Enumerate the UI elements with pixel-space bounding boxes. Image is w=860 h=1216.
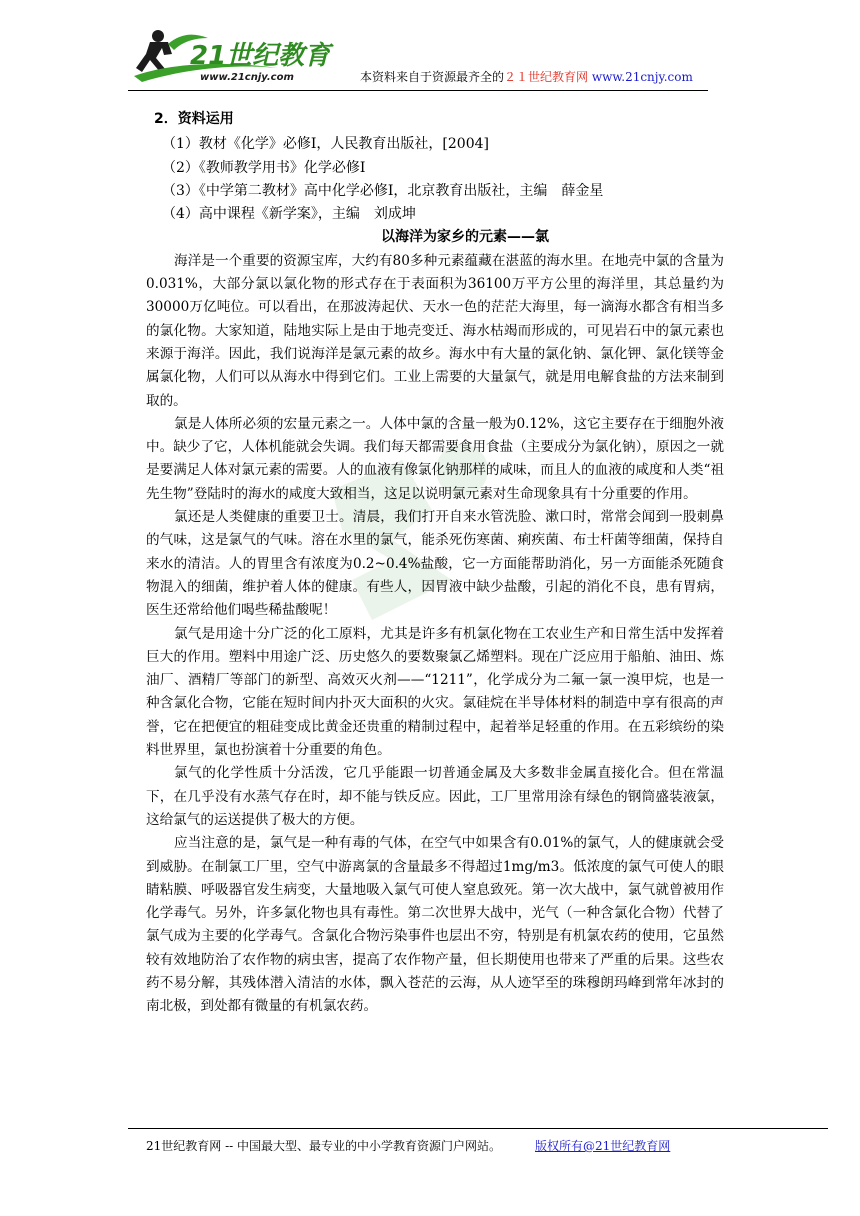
references-heading: 2．资料运用	[154, 111, 234, 127]
header-note-brand[interactable]: ２１世纪教育网	[504, 70, 589, 84]
reference-item: （4）高中课程《新学案》，主编 刘成坤	[162, 206, 416, 223]
header-divider	[128, 90, 708, 91]
reference-item: （2）《教师教学用书》化学必修Ⅰ	[162, 159, 366, 176]
site-logo[interactable]	[128, 24, 338, 86]
article-paragraph: 应当注意的是，氯气是一种有毒的气体，在空气中如果含有0.01%的氯气，人的健康就会受到威胁。在制氯工厂里，空气中游离氯的含量最多不得超过1mg/m3。低浓度的氯气可使人的眼睛粘膜、呼吸器官发生病变，大量地吸入氯气可使人窒息致死。第一次大战中，氯气就曾被用作化学毒气。另外，许多氯化物也具有毒性。第二次世界大战中，光气（一种含氯化合物）代替了氯气成为主要的化学毒气。含氯化合物污染事件也层出不穷，特别是有机氯农药的使用，它虽然较有效地防治了农作物的病虫害，提高了农作物产量，但长期使用也带来了严重的后果。这些农药不易分解，其残体潜入清洁的水体，飘入苍茫的云海，从人迹罕至的珠穆朗玛峰到常年冰封的南北极，到处都有微量的有机氯农药。	[146, 835, 724, 1015]
article-paragraph: 氯气是用途十分广泛的化工原料，尤其是许多有机氯化物在工农业生产和日常生活中发挥着巨大的作用。塑料中用途广泛、历史悠久的要数聚氯乙烯塑料。现在广泛应用于船舶、油田、炼油厂、酒精厂等部门的新型、高效灭火剂——“1211”，化学成分为二氟一氯一溴甲烷，也是一种含氯化合物，它能在短时间内扑灭大面积的火灾。氯硅烷在半导体材料的制造中享有很高的声誉，它在把便宜的粗硅变成比黄金还贵重的精制过程中，起着举足轻重的作用。在五彩缤纷的染料世界里，氯也扮演着十分重要的角色。	[146, 625, 724, 759]
article-paragraph: 氯气的化学性质十分活泼，它几乎能跟一切普通金属及大多数非金属直接化合。但在常温下，在几乎没有水蒸气存在时，却不能与铁反应。因此，工厂里常用涂有绿色的钢筒盛装液氯，这给氯气的运送提供了极大的方便。	[146, 765, 724, 828]
article-paragraph: 氯还是人类健康的重要卫士。清晨，我们打开自来水管洗脸、漱口时，常常会闻到一股刺鼻的气味，这是氯气的气味。溶在水里的氯气，能杀死伤寒菌、痢疾菌、布士杆菌等细菌，保持自来水的清洁。人的胃里含有浓度为0.2~0.4%盐酸，它一方面能帮助消化，另一方面能杀死随食物混入的细菌，维护着人体的健康。有些人，因胃液中缺少盐酸，引起的消化不良，患有胃病，医生还常给他们喝些稀盐酸呢！	[146, 509, 724, 619]
footer-text: 21世纪教育网 -- 中国最大型、最专业的中小学教育资源门户网站。	[146, 1139, 502, 1153]
page-footer	[146, 1137, 670, 1154]
reference-item: （1）教材《化学》必修Ⅰ，人民教育出版社，[2004]	[162, 136, 489, 153]
header-note-url[interactable]: www.21cnjy.com	[591, 70, 693, 84]
article-paragraph: 氯是人体所必须的宏量元素之一。人体中氯的含量一般为0.12%，这它主要存在于细胞外液中。缺少了它，人体机能就会失调。我们每天都需要食用食盐（主要成分为氯化钠），原因之一就是要满足人体对氯元素的需要。人的血液有像氯化钠那样的咸味，而且人的血液的咸度和人类“祖先生物”登陆时的海水的咸度大致相当，这足以说明氯元素对生命现象具有十分重要的作用。	[146, 415, 724, 502]
document-body	[146, 108, 724, 1019]
copyright-link[interactable]: 版权所有@21世纪教育网	[535, 1139, 671, 1153]
article-title: 以海洋为家乡的元素——氯	[381, 229, 549, 246]
page-header	[128, 24, 708, 90]
header-note	[360, 68, 693, 85]
header-note-prefix: 本资料来自于资源最齐全的	[360, 70, 505, 84]
footer-divider	[128, 1128, 828, 1129]
reference-item: （3）《中学第二教材》高中化学必修Ⅰ，北京教育出版社，主编 薛金星	[162, 182, 604, 199]
logo-text: 21世纪教育	[190, 41, 331, 71]
article-paragraph: 海洋是一个重要的资源宝库，大约有80多种元素蕴藏在湛蓝的海水里。在地壳中氯的含量为0.031%，大部分氯以氯化物的形式存在于表面积为36100万平方公里的海洋里，其总量约为30000万亿吨位。可以看出，在那波涛起伏、天水一色的茫茫大海里，每一滴海水都含有相当多的氯化物。大家知道，陆地实际上是由于地壳变迁、海水枯竭而形成的，可见岩石中的氯元素也来源于海洋。因此，我们说海洋是氯元素的故乡。海水中有大量的氯化钠、氯化钾、氯化镁等金属氯化物，人们可以从海水中得到它们。工业上需要的大量氯气，就是用电解食盐的方法来制到取的。	[146, 252, 724, 409]
logo-url: www.21cnjy.com	[200, 72, 294, 83]
